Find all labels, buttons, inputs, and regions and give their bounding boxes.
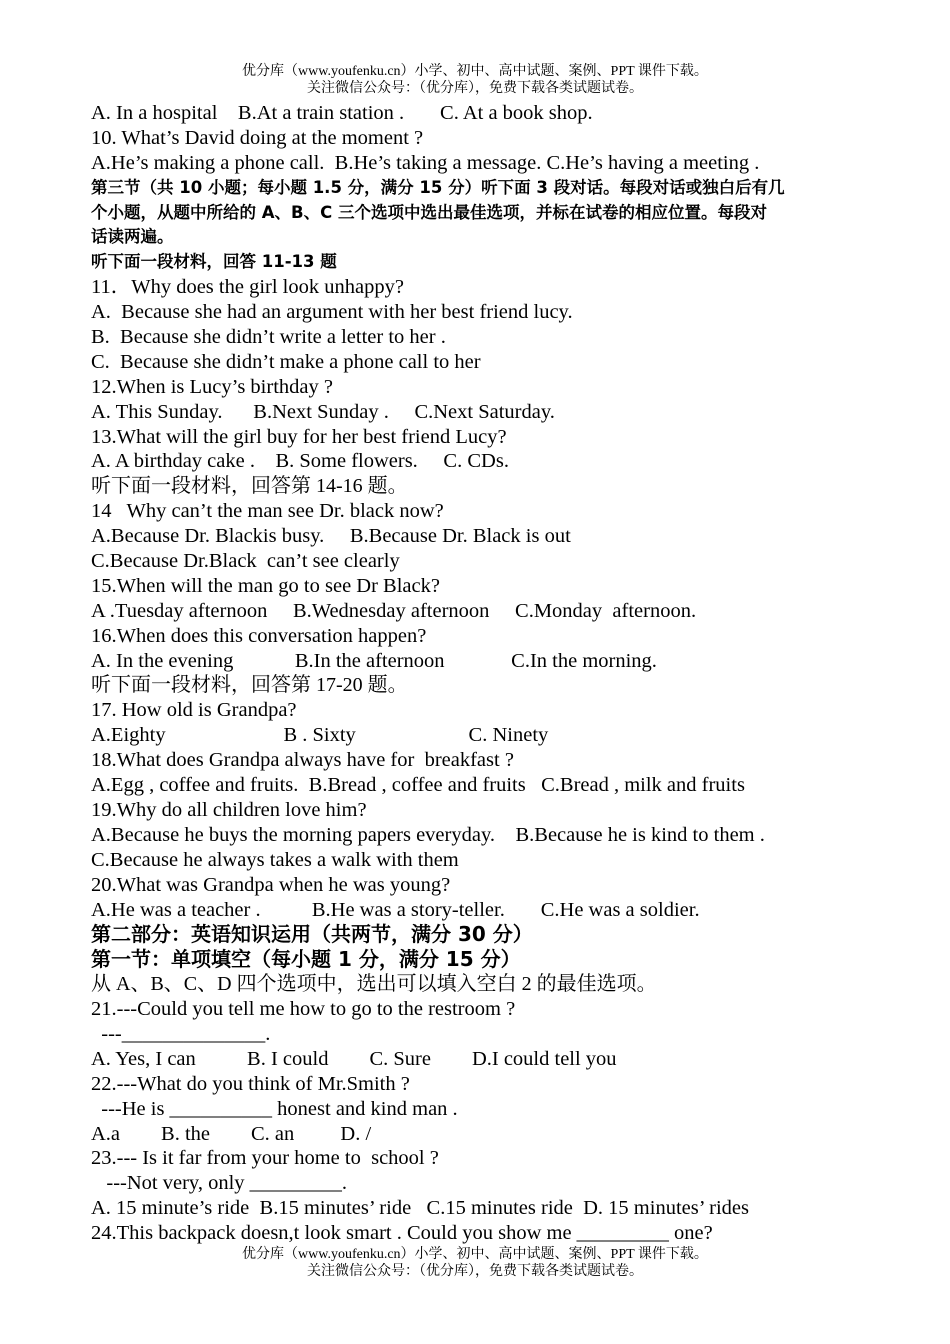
q19-question: 19.Why do all children love him? bbox=[91, 798, 367, 821]
page-header bbox=[0, 63, 950, 97]
q14-question: 14 Why can’t the man see Dr. black now? bbox=[91, 500, 444, 523]
page-footer bbox=[0, 1246, 950, 1280]
q21-options: A. Yes, I can B. I could C. Sure D.I could tell you bbox=[91, 1047, 617, 1070]
header-line-1: 优分库（www.youfenku.cn）小学、初中、高中试题、案例、PPT 课件下载。 bbox=[242, 64, 708, 79]
part2-instruction: 从 A、B、C、D 四个选项中，选出可以填入空白 2 的最佳选项。 bbox=[91, 973, 657, 996]
q16-options: A. In the evening B.In the afternoon C.In the morning. bbox=[91, 649, 657, 672]
q14-option-c: C.Because Dr.Black can’t see clearly bbox=[91, 550, 400, 573]
q22-options: A.a B. the C. an D. / bbox=[91, 1122, 372, 1145]
q23-options: A. 15 minute’s ride B.15 minutes’ ride C.15 minutes ride D. 15 minutes’ rides bbox=[91, 1197, 750, 1220]
part2-section1-heading: 第一节：单项填空（每小题 1 分，满分 15 分） bbox=[91, 947, 521, 972]
q22-blank: ---He is __________ honest and kind man . bbox=[91, 1097, 458, 1120]
q24-question: 24.This backpack doesn,t look smart . Could you show me _________ one? bbox=[91, 1222, 713, 1245]
q10-question: 10. What’s David doing at the moment ? bbox=[91, 126, 424, 149]
q16-question: 16.When does this conversation happen? bbox=[91, 624, 427, 647]
section3-instruction-1: 第三节（共 10 小题；每小题 1.5 分，满分 15 分）听下面 3 段对话。每段对话或独白后有几 bbox=[91, 177, 785, 197]
header-line-2: 关注微信公众号：（优分库），免费下载各类试题试卷。 bbox=[307, 81, 643, 96]
q22-question: 22.---What do you think of Mr.Smith ? bbox=[91, 1072, 410, 1095]
q11-option-c: C. Because she didn’t make a phone call to her bbox=[91, 350, 481, 373]
q18-question: 18.What does Grandpa always have for breakfast ? bbox=[91, 749, 514, 772]
listen-17-20-heading: 听下面一段材料，回答第 17-20 题。 bbox=[91, 674, 408, 697]
listen-14-16-heading: 听下面一段材料，回答第 14-16 题。 bbox=[91, 475, 408, 498]
q11-option-b: B. Because she didn’t write a letter to her . bbox=[91, 326, 446, 349]
q11-option-a: A. Because she had an argument with her best friend lucy. bbox=[91, 301, 573, 324]
q15-question: 15.When will the man go to see Dr Black? bbox=[91, 574, 440, 597]
q19-option-c: C.Because he always takes a walk with them bbox=[91, 848, 459, 871]
listen-11-13-heading: 听下面一段材料，回答 11-13 题 bbox=[91, 252, 337, 272]
q18-options: A.Egg , coffee and fruits. B.Bread , coffee and fruits C.Bread , milk and fruits bbox=[91, 774, 745, 797]
exam-content bbox=[91, 101, 861, 1246]
q17-options: A.Eighty B . Sixty C. Ninety bbox=[91, 724, 549, 747]
q20-question: 20.What was Grandpa when he was young? bbox=[91, 873, 451, 896]
q23-blank: ---Not very, only _________. bbox=[91, 1172, 348, 1195]
q14-options-ab: A.Because Dr. Blackis busy. B.Because Dr. Black is out bbox=[91, 525, 571, 548]
section3-instruction-2: 个小题，从题中所给的 A、B、C 三个选项中选出最佳选项，并标在试卷的相应位置。每段对 bbox=[91, 202, 767, 222]
q13-options: A. A birthday cake . B. Some flowers. C. CDs. bbox=[91, 450, 509, 473]
q10-options: A.He’s making a phone call. B.He’s taking a message. C.He’s having a meeting . bbox=[91, 151, 760, 174]
q21-blank: ---______________. bbox=[91, 1022, 271, 1045]
q17-question: 17. How old is Grandpa? bbox=[91, 699, 297, 722]
part2-heading: 第二部分：英语知识运用（共两节，满分 30 分） bbox=[91, 922, 533, 947]
q12-options: A. This Sunday. B.Next Sunday . C.Next Saturday. bbox=[91, 400, 555, 423]
footer-line-1: 优分库（www.youfenku.cn）小学、初中、高中试题、案例、PPT 课件下载。 bbox=[242, 1247, 708, 1262]
q20-options: A.He was a teacher . B.He was a story-teller. C.He was a soldier. bbox=[91, 898, 700, 921]
q13-question: 13.What will the girl buy for her best friend Lucy? bbox=[91, 425, 507, 448]
q9-options: A. In a hospital B.At a train station . C. At a book shop. bbox=[91, 102, 593, 124]
section3-instruction-3: 话读两遍。 bbox=[91, 227, 174, 247]
footer-line-2: 关注微信公众号：（优分库），免费下载各类试题试卷。 bbox=[307, 1264, 643, 1279]
q19-options-ab: A.Because he buys the morning papers everyday. B.Because he is kind to them . bbox=[91, 823, 765, 846]
q21-question: 21.---Could you tell me how to go to the restroom ? bbox=[91, 998, 516, 1021]
q15-options: A .Tuesday afternoon B.Wednesday afternoon C.Monday afternoon. bbox=[91, 599, 697, 622]
q12-question: 12.When is Lucy’s birthday ? bbox=[91, 375, 333, 398]
q11-question: 11．Why does the girl look unhappy? bbox=[91, 276, 404, 299]
q23-question: 23.--- Is it far from your home to school ? bbox=[91, 1147, 439, 1170]
